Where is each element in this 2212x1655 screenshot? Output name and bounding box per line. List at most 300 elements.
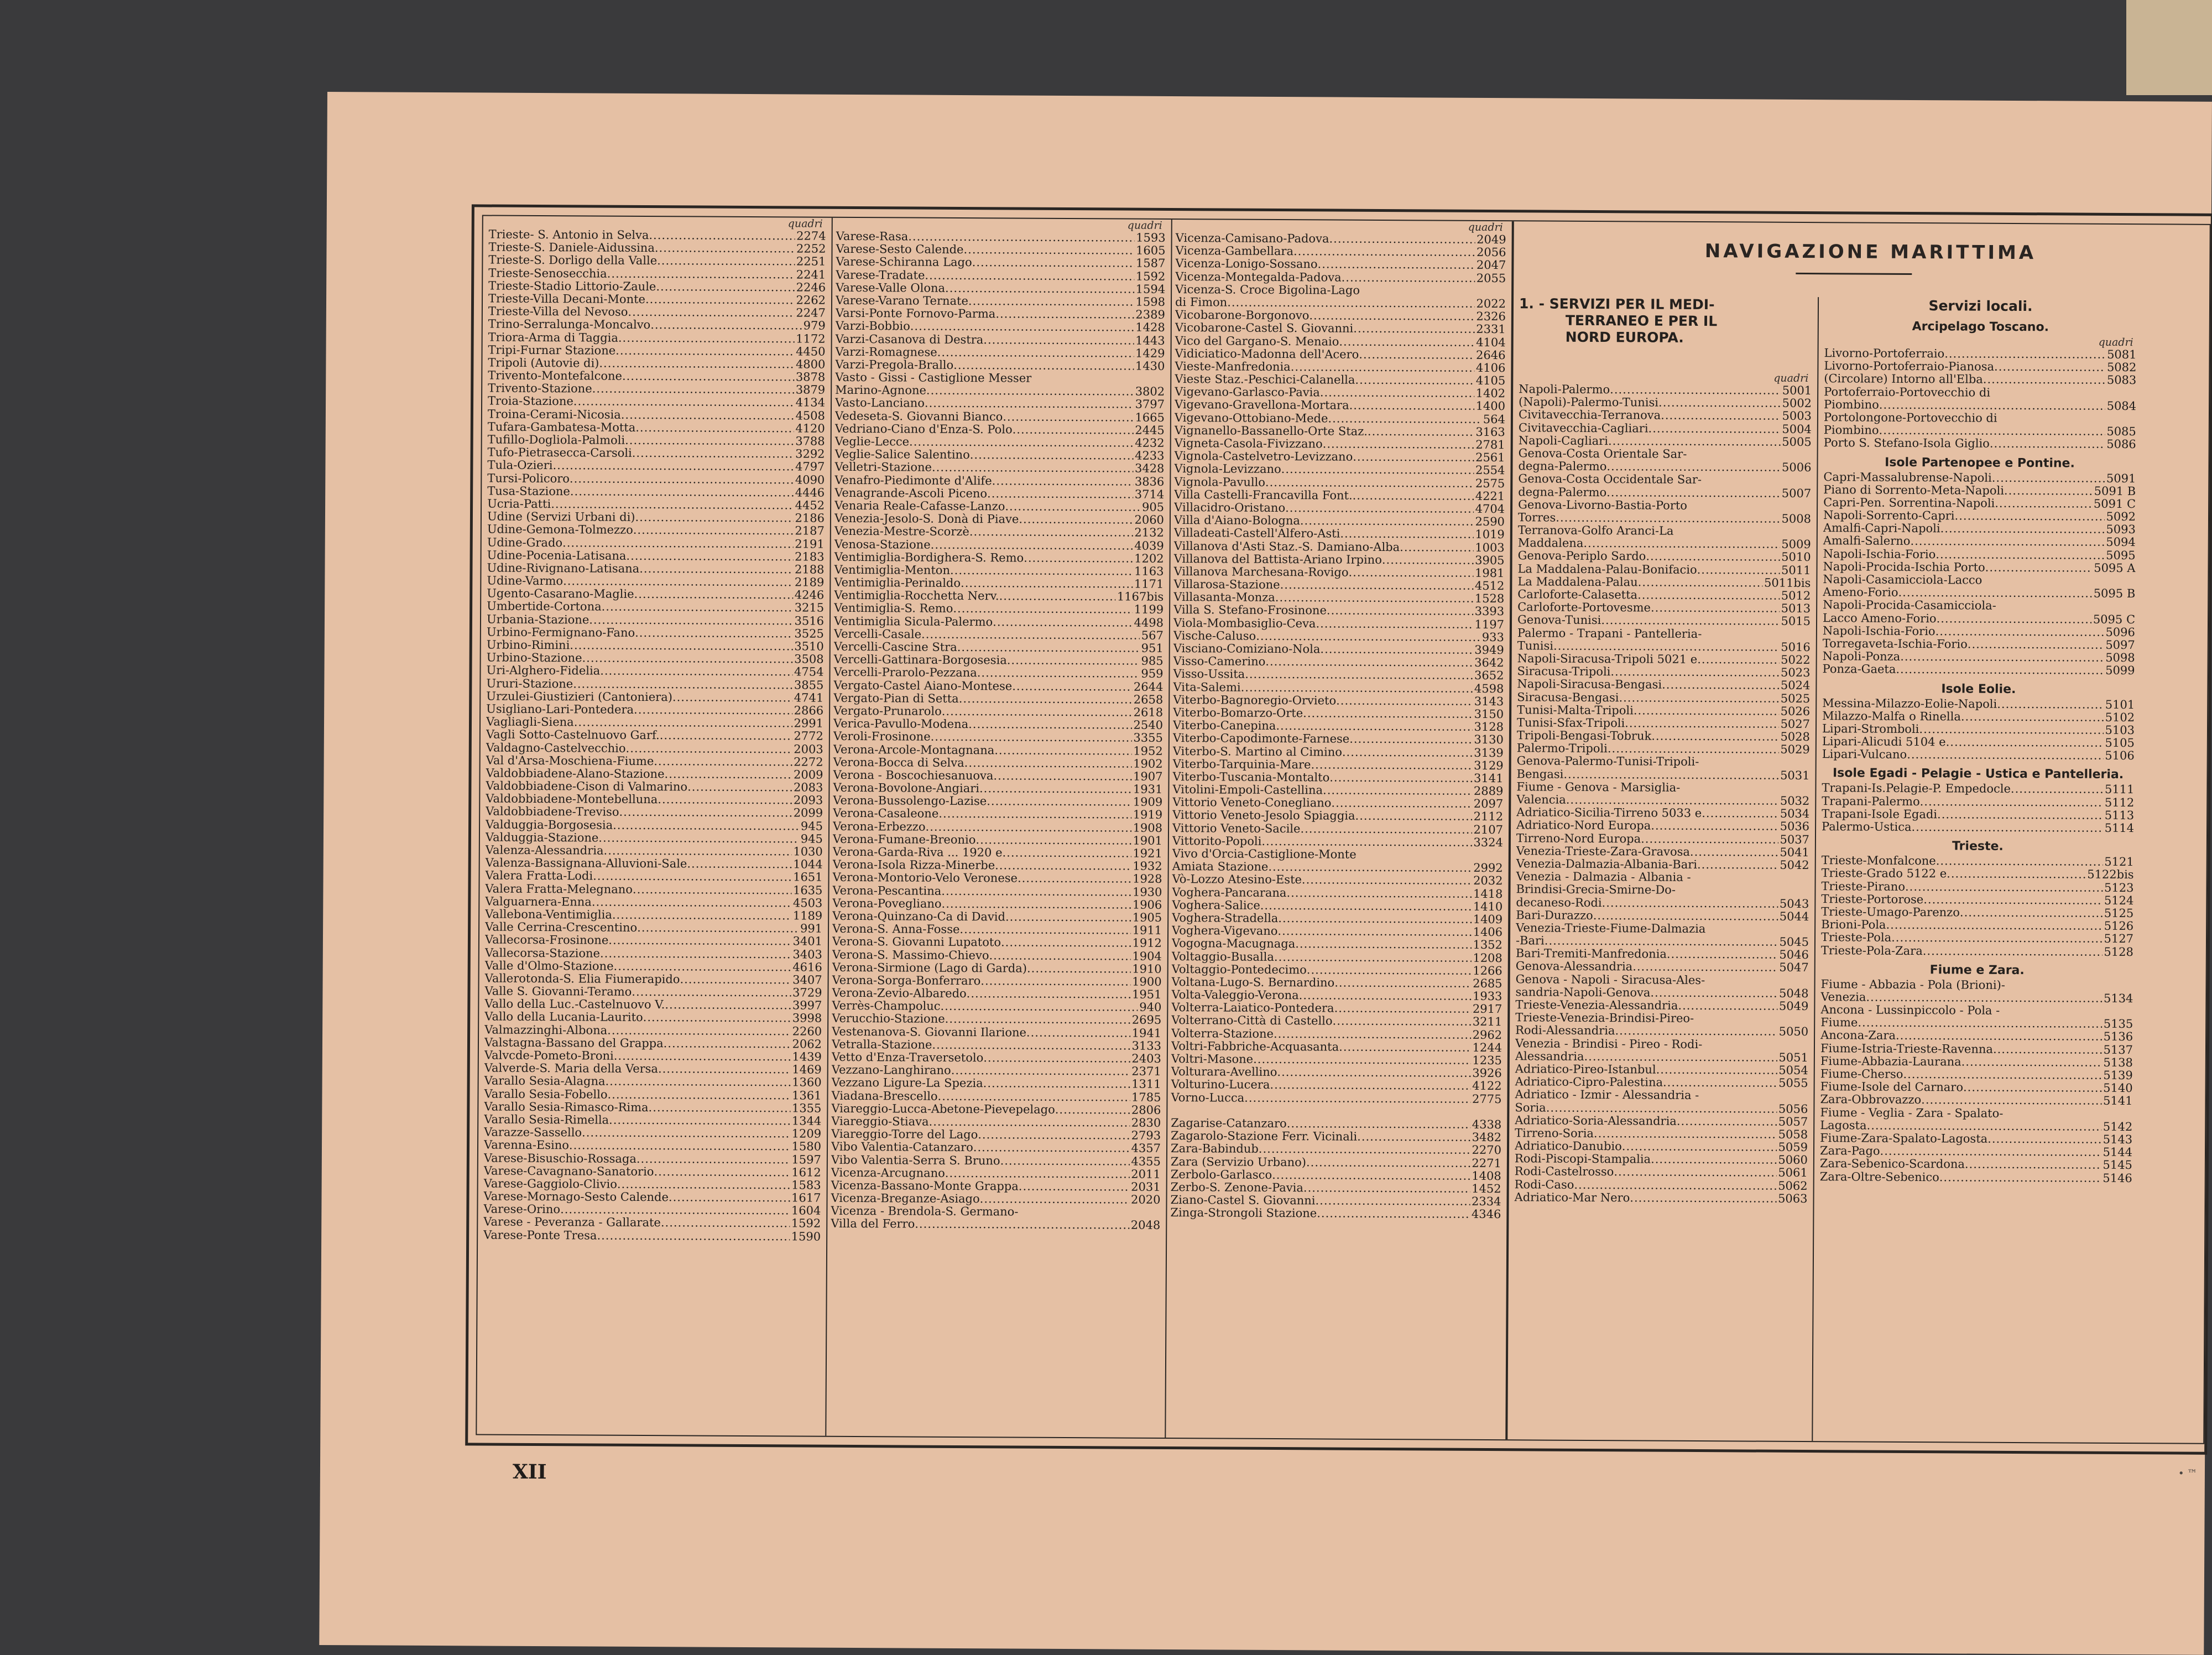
route-name: Villasanta-Monza: [1173, 590, 1275, 605]
quadro-number: 2658: [1133, 693, 1164, 706]
route-name: Tursi-Policoro: [487, 471, 570, 485]
leader-dots: [615, 344, 794, 358]
spacer: [1699, 1099, 1806, 1100]
quadro-number: 2646: [1476, 348, 1506, 362]
quadro-number: 5096: [2105, 625, 2135, 639]
quadro-number: 2445: [1135, 423, 1165, 437]
quadro-number: 5136: [2103, 1030, 2133, 1044]
quadro-number: 5024: [1780, 679, 1811, 693]
quadro-number: 1930: [1132, 885, 1162, 899]
route-name: Trapani-Isole Egadi: [1822, 806, 1938, 821]
quadro-number: 2793: [1131, 1128, 1161, 1143]
quadro-number: 5047: [1779, 961, 1809, 975]
quadro-number: 2189: [794, 575, 825, 589]
quadro-number: 4346: [1471, 1208, 1501, 1221]
leader-dots: [1005, 500, 1140, 513]
route-name: Trieste-Pirano: [1821, 879, 1906, 893]
leader-dots: [1277, 925, 1471, 939]
route-name: Voltri-Fabbriche-Acquasanta: [1171, 1039, 1339, 1054]
route-name: Vigevano-Garlasco-Pavia: [1175, 385, 1320, 399]
quadro-number: 1528: [1474, 592, 1505, 606]
route-name: Tripi-Furnar Stazione: [488, 343, 616, 357]
quadro-number: 945: [800, 832, 823, 846]
quadro-number: 1593: [1136, 231, 1166, 244]
route-name: Zagarise-Catanzaro: [1171, 1116, 1287, 1131]
quadro-number: 5044: [1779, 909, 1809, 923]
quadro-number: 945: [800, 819, 823, 833]
leader-dots: [1667, 948, 1778, 961]
leader-dots: [1323, 438, 1474, 451]
route-name: Capri-Pen. Sorrentina-Napoli: [1823, 496, 1995, 510]
leader-dots: [1342, 271, 1475, 284]
leader-dots: [1320, 387, 1474, 400]
quadro-number: 3130: [1474, 733, 1504, 747]
quadro-number: 5095 A: [2094, 561, 2136, 575]
route-name: Varallo Sesia-Alagna: [484, 1074, 606, 1089]
leader-dots: [1272, 1169, 1470, 1183]
quadro-number: 2962: [1472, 1028, 1503, 1042]
quadro-number: 1163: [1134, 564, 1164, 578]
leader-dots: [602, 601, 793, 615]
route-name: Genova-Tunisi: [1517, 613, 1601, 627]
route-name: Brioni-Pola: [1821, 918, 1886, 931]
route-name: Vivo d'Orcia-Castiglione-Monte: [1172, 847, 1357, 861]
leader-dots: [1940, 523, 2105, 537]
quadro-number: 3482: [1472, 1130, 1502, 1144]
leader-dots: [972, 256, 1134, 270]
leader-dots: [625, 434, 794, 448]
route-name: (Circolare) Intorno all'Elba: [1824, 372, 1983, 387]
leader-dots: [569, 1139, 790, 1153]
route-name: Vicenza-Gambellara: [1175, 244, 1294, 258]
quadro-number: 5141: [2103, 1094, 2133, 1108]
route-name: Tunisi-Sfax-Tripoli: [1516, 716, 1625, 730]
leader-dots: [592, 896, 791, 909]
route-name: Voghera-Vigevano: [1172, 924, 1278, 938]
leader-dots: [983, 1052, 1130, 1065]
leader-dots: [664, 1037, 791, 1050]
route-name: Vallecorsa-Stazione: [484, 946, 601, 960]
leader-dots: [617, 1178, 790, 1192]
leader-dots: [1278, 912, 1472, 926]
route-name: Verona-Povegliano: [832, 896, 942, 910]
quadro-number: 2540: [1133, 718, 1164, 732]
route-name: Varese - Peveranza - Gallarate: [483, 1215, 661, 1230]
leader-dots: [1615, 1025, 1777, 1039]
leader-dots: [1619, 691, 1778, 705]
route-name: Triora-Arma di Taggia: [488, 330, 618, 345]
leader-dots: [1309, 309, 1474, 323]
leader-dots: [1662, 679, 1779, 692]
quadro-number: 4355: [1131, 1154, 1161, 1168]
leader-dots: [1311, 758, 1472, 772]
leader-dots: [1323, 784, 1472, 798]
quadro-number: 5054: [1778, 1063, 1808, 1077]
leader-dots: [613, 960, 791, 974]
quadro-number: 3163: [1475, 425, 1505, 439]
quadro-number: 5031: [1780, 768, 1810, 782]
leader-dots: [915, 1218, 1129, 1232]
route-name: Lacco Ameno-Forio: [1822, 611, 1937, 625]
quadro-number: 4122: [1472, 1079, 1502, 1093]
quadro-number: 5025: [1780, 691, 1811, 705]
spacer: [2000, 1014, 2131, 1015]
route-name: Varzi-Pregola-Brallo: [835, 357, 954, 372]
quadro-number: 1612: [791, 1165, 821, 1179]
leader-dots: [1334, 976, 1471, 990]
route-name: Fiume-Abbazia-Laurana: [1820, 1054, 1961, 1069]
timetable-entry: [1515, 1089, 1808, 1103]
leader-dots: [1334, 1002, 1471, 1016]
route-name: Genova-Livorno-Bastia-Porto: [1518, 497, 1688, 512]
quadro-number: 3292: [795, 447, 825, 461]
route-name: Urbino-Rimini: [486, 638, 570, 652]
route-name: Udine (Servizi Urbani di): [487, 509, 635, 524]
quadro-number: 5037: [1780, 832, 1810, 846]
quadro-number: 3802: [1135, 384, 1165, 399]
timetable-entry: [1171, 1091, 1501, 1106]
route-name: Piombino: [1823, 423, 1879, 437]
leader-dots: [963, 243, 1134, 257]
leader-dots: [680, 973, 791, 986]
route-name: Vestenanova-S. Giovanni Ilarione: [832, 1024, 1027, 1039]
leader-dots: [1641, 832, 1778, 846]
route-name: Napoli-Siracusa-Tripoli 5021 e: [1517, 652, 1698, 666]
route-name: Vercelli-Prarolo-Pezzana: [833, 665, 977, 680]
quadro-number: 1904: [1132, 949, 1162, 963]
leader-dots: [994, 744, 1131, 758]
leader-dots: [1678, 1000, 1777, 1013]
quadro-number: 2262: [796, 293, 826, 307]
leader-dots: [1400, 541, 1473, 554]
leader-dots: [607, 267, 795, 281]
quadro-number: 1172: [796, 331, 826, 346]
quadro-number: 940: [1139, 1000, 1162, 1014]
route-name: Zerbolo-Garlasco: [1170, 1167, 1272, 1182]
leader-dots: [626, 742, 792, 756]
route-name: Vallo della Luc.-Castelnuovo V.: [484, 997, 665, 1012]
route-name: Adriatico-Sicilia-Tirreno 5033 e: [1516, 805, 1702, 820]
route-name: Vignola-Castelvetro-Levizzano: [1174, 449, 1353, 464]
quadro-number: 2186: [795, 511, 825, 525]
quadro-number: 1197: [1474, 617, 1505, 631]
route-name: Bengasi: [1516, 767, 1564, 781]
route-name: Trapani-Is.Pelagie-P. Empedocle: [1822, 781, 2011, 796]
leader-dots: [1005, 910, 1131, 924]
quadro-number: 1439: [792, 1050, 822, 1064]
leader-dots: [1349, 733, 1472, 746]
leader-dots: [1276, 720, 1472, 733]
leader-dots: [1317, 1208, 1470, 1221]
route-name: Vische-Caluso: [1173, 628, 1256, 643]
quadro-number: 5145: [2103, 1158, 2132, 1172]
route-name: Valle d'Olmo-Stazione: [484, 959, 614, 973]
route-name: Vezzano Ligure-La Spezia: [831, 1076, 983, 1090]
quadro-number: 4232: [1135, 436, 1165, 450]
quadro-number: 3428: [1134, 462, 1165, 476]
route-name: Troia-Stazione: [488, 394, 573, 408]
spacer: [1694, 1022, 1807, 1023]
quadro-number: 5135: [2103, 1017, 2133, 1031]
route-name: Villa d'Aiano-Bologna: [1173, 513, 1300, 528]
route-name: Fiume-Isole del Carnaro: [1820, 1080, 1964, 1094]
quadro-number: 5142: [2103, 1120, 2133, 1133]
route-name: Trieste-Grado 5122 e: [1821, 866, 1947, 881]
route-name: Troina-Cerami-Nicosia: [487, 407, 621, 421]
spacer: [2005, 989, 2132, 990]
quadro-number: 2272: [794, 755, 823, 769]
route-name: Vedriano-Ciano d'Enza-S. Polo: [834, 421, 1013, 436]
quadro-number: 5057: [1778, 1115, 1808, 1128]
leader-dots: [637, 922, 799, 935]
leader-dots: [1261, 835, 1472, 849]
leader-dots: [632, 986, 791, 1000]
leader-dots: [599, 357, 794, 371]
route-name: Valdobbiadene-Cison di Valmarino: [486, 779, 688, 794]
leader-dots: [645, 293, 795, 307]
quadro-number: 1235: [1472, 1053, 1502, 1068]
quadro-number: 3129: [1474, 758, 1504, 772]
leader-dots: [2004, 485, 2093, 498]
quadro-number: 1910: [1132, 962, 1162, 976]
quadro-number: 2251: [796, 254, 826, 269]
route-name: Napoli-Siracusa-Bengasi: [1517, 677, 1662, 691]
route-name: Trieste-Portorose: [1821, 892, 1924, 906]
route-name: Viterbo-Capodimonte-Farnese: [1172, 731, 1350, 746]
route-name: Vercelli-Cascine Stra: [833, 639, 957, 654]
spacer: [1687, 458, 1809, 459]
timetable-page: [319, 92, 2212, 1655]
section-title: NAVIGAZIONE MARITTIMA: [1704, 240, 2037, 264]
route-name: Lagosta: [1820, 1118, 1867, 1132]
leader-dots: [573, 678, 792, 691]
route-name: Verucchio-Stazione: [832, 1012, 945, 1026]
leader-dots: [1353, 489, 1474, 502]
route-name: Varese-Sesto Calende: [836, 242, 964, 257]
leader-dots: [635, 511, 793, 525]
leader-dots: [574, 716, 792, 730]
leader-dots: [1608, 742, 1779, 756]
leader-dots: [1320, 643, 1473, 657]
route-name: Civitavecchia-Cagliari: [1518, 420, 1648, 435]
quadro-number: 2055: [1476, 271, 1506, 285]
quadro-number: 5128: [2104, 945, 2133, 959]
route-name: Tirreno-Soria: [1515, 1126, 1594, 1140]
leader-dots: [1244, 1091, 1470, 1105]
leader-dots: [1353, 322, 1474, 336]
route-name: Varese-Schiranna Lago: [836, 255, 972, 269]
quadro-number: 5125: [2104, 906, 2134, 920]
route-name: Porto S. Stefano-Isola Giglio: [1823, 436, 1990, 451]
quadro-number: 1266: [1473, 964, 1503, 977]
leader-dots: [1574, 1178, 1776, 1192]
leader-dots: [1584, 1050, 1777, 1064]
quadro-number: 4246: [794, 588, 825, 602]
quadro-number: 1908: [1133, 821, 1163, 835]
timetable-entry: [1821, 978, 2133, 992]
route-name: Napoli-Ponza: [1822, 649, 1901, 664]
route-name: Volterra-Laiatico-Pontedera: [1171, 1001, 1334, 1015]
servizi-locali-title: Servizi locali.: [1928, 298, 2033, 315]
leader-dots: [983, 334, 1134, 347]
quadro-number: 3393: [1474, 605, 1505, 618]
route-name: Verona-Sorga-Bonferraro: [832, 973, 981, 988]
servizi-locali-column: [1818, 297, 2137, 1443]
quadro-number: 5060: [1778, 1153, 1808, 1167]
quadro-number: 2246: [796, 280, 826, 294]
leader-dots: [622, 370, 794, 384]
route-name: Vittorio Veneto-Conegliano: [1172, 795, 1332, 810]
quadro-number: 5114: [2104, 821, 2135, 835]
leader-dots: [925, 269, 1134, 283]
leader-dots: [1910, 535, 2104, 549]
quadro-number: 2644: [1133, 680, 1164, 694]
page-frame: [465, 204, 2212, 1454]
group-heading: Isole Partenopee e Pontine.: [1885, 455, 2075, 471]
route-name: Varzi-Romagnese: [835, 345, 937, 359]
leader-dots: [582, 652, 792, 666]
leader-dots: [552, 460, 794, 473]
quadro-number: 2274: [796, 229, 826, 243]
leader-dots: [1625, 717, 1779, 731]
quadro-number: 5146: [2103, 1171, 2132, 1185]
quadro-number: 5091: [2106, 471, 2136, 485]
leader-dots: [1947, 868, 2085, 882]
quadro-number: 3855: [794, 678, 824, 692]
route-name: Vogogna-Macugnaga: [1171, 936, 1296, 951]
leader-dots: [995, 860, 1131, 873]
quadro-number: 3150: [1474, 707, 1504, 721]
quadro-number: 5122bis: [2087, 868, 2134, 882]
route-name: Ururi-Stazione: [486, 676, 573, 690]
route-name: Livorno-Portoferraio: [1824, 346, 1945, 361]
leader-dots: [931, 538, 1133, 552]
quadro-number: 4221: [1475, 489, 1505, 503]
quadro-number: 4754: [794, 665, 824, 679]
leader-dots: [1987, 1133, 2101, 1146]
leader-dots: [1382, 554, 1473, 567]
leader-dots: [1287, 1117, 1470, 1131]
quadro-number: 1167bis: [1117, 590, 1164, 604]
quadro-number: 4512: [1474, 579, 1505, 593]
quadro-number: 5045: [1779, 935, 1809, 949]
route-name: Varsi-Ponte Fornovo-Parma: [835, 306, 996, 321]
route-name: Fiume-Cherso: [1820, 1067, 1903, 1081]
route-name: Fiume-Zara-Spalato-Lagosta: [1820, 1131, 1988, 1146]
route-name: Trieste- S. Antonio in Selva: [488, 227, 649, 242]
leader-dots: [1911, 821, 2103, 835]
leader-dots: [1936, 548, 2104, 562]
leader-dots: [926, 384, 1134, 398]
route-name: Vicenza-Camisano-Padova: [1175, 231, 1329, 246]
quadro-number: 1901: [1133, 834, 1162, 847]
quadro-number: 2695: [1131, 1013, 1162, 1027]
leader-dots: [910, 320, 1134, 334]
quadro-number: 2191: [795, 537, 825, 551]
route-name: Viterbo-Tarquinia-Mare: [1172, 757, 1311, 772]
route-name: Brindisi-Grecia-Smirne-Do-: [1516, 882, 1676, 897]
leader-dots: [1277, 1066, 1470, 1080]
quadro-number: 2992: [1473, 861, 1503, 875]
route-name: Voltaggio-Pontedecimo: [1171, 962, 1307, 976]
timetable-entry: [1820, 1003, 2133, 1018]
route-name: Velletri-Stazione: [834, 460, 932, 475]
quadro-number: 5126: [2104, 919, 2134, 933]
quadro-number: 5112: [2104, 795, 2135, 809]
quadro-number: 5105: [2105, 736, 2135, 750]
quadro-number: 2772: [794, 729, 823, 743]
leader-dots: [1291, 361, 1474, 374]
route-name: Bari-Tremiti-Manfredonia: [1515, 946, 1667, 961]
quadro-number: 4503: [792, 896, 823, 910]
route-name: Vagli Sotto-Castelnuovo Garf.: [486, 727, 660, 742]
leader-dots: [1024, 551, 1133, 565]
leader-dots: [1285, 502, 1474, 516]
quadro-number: 2183: [795, 550, 825, 564]
quadro-number: 1635: [792, 883, 823, 897]
route-name: Venezia: [1820, 990, 1866, 1004]
route-name: Ventimiglia-Rocchetta Nerv.: [834, 589, 999, 603]
route-name: Vignola-Pavullo: [1174, 475, 1266, 489]
route-name: Genova-Costa Occidentale Sar-: [1518, 472, 1702, 487]
leader-dots: [1905, 881, 2103, 894]
leader-dots: [1583, 537, 1780, 551]
leader-dots: [1608, 435, 1780, 449]
quadro-number: 5084: [2106, 399, 2137, 413]
quadro-number: 1410: [1473, 899, 1503, 913]
leader-dots: [1955, 509, 2105, 523]
route-name: Villa Castelli-Francavilla Font.: [1174, 487, 1353, 502]
route-name: Varese-Tradate: [836, 268, 925, 282]
route-name: Vigevano-Ottobiano-Mede: [1174, 410, 1328, 425]
leader-dots: [1632, 961, 1777, 975]
route-name: Vita-Salemi: [1173, 680, 1241, 694]
leader-dots: [1353, 451, 1474, 464]
route-name: Valencia: [1516, 793, 1566, 806]
timetable-entry: [1170, 1206, 1501, 1221]
quadro-number: 3141: [1474, 771, 1504, 785]
route-name: Vicobarone-Castel S. Giovanni: [1175, 321, 1354, 336]
leader-dots: [925, 820, 1131, 834]
route-name: Piombino: [1824, 397, 1879, 412]
quadro-number: 1171: [1134, 577, 1164, 591]
route-name: di Fimon: [1175, 295, 1228, 309]
spacer: [1360, 294, 1504, 295]
route-name: Vico del Gargano-S. Menaio: [1175, 334, 1339, 348]
quadro-number: 5082: [2106, 361, 2137, 374]
quadro-number: 5091 B: [2094, 484, 2136, 498]
quadro-number: 2056: [1476, 246, 1506, 259]
route-name: Carloforte-Calasetta: [1517, 587, 1638, 602]
quadro-number: 5143: [2103, 1132, 2133, 1147]
leader-dots: [978, 1128, 1130, 1142]
quadro-number: 5144: [2103, 1145, 2133, 1159]
route-name: Varese-Valle Olona: [836, 280, 946, 295]
quadro-number: 3879: [795, 383, 826, 397]
spacer: [1357, 858, 1501, 859]
route-name: Zara-Oltre-Sebenico: [1819, 1169, 1939, 1184]
leader-dots: [1658, 397, 1781, 410]
quadro-number: 2020: [1131, 1193, 1161, 1206]
leader-dots: [643, 1011, 791, 1025]
quadro-number: 1003: [1475, 540, 1505, 554]
quadro-number: 1443: [1135, 334, 1165, 347]
route-name: Voghera-Salice: [1172, 898, 1260, 912]
route-name: Adriatico-Soria-Alessandria: [1515, 1113, 1677, 1128]
route-name: Zara-Obbrovazzo: [1820, 1092, 1922, 1107]
spacer: [1031, 382, 1163, 383]
leader-dots: [1303, 707, 1473, 721]
